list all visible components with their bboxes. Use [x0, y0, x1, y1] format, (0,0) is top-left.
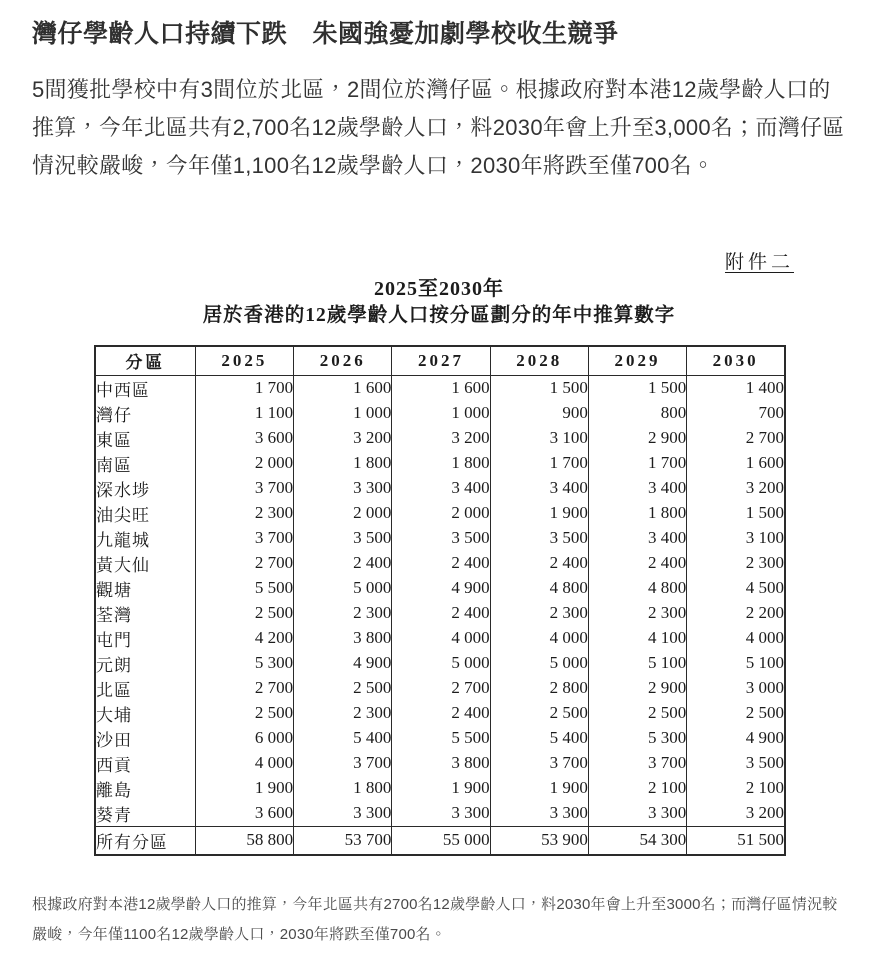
value-cell: 4 800: [490, 576, 588, 601]
value-cell: 2 800: [490, 676, 588, 701]
attachment-label: [0, 247, 878, 274]
value-cell: 1 400: [687, 375, 785, 401]
table-row: [95, 751, 785, 776]
value-cell: 3 500: [490, 526, 588, 551]
value-cell: 3 100: [687, 526, 785, 551]
value-cell: 1 800: [392, 451, 490, 476]
value-cell: 2 100: [588, 776, 686, 801]
table-row: [95, 601, 785, 626]
value-cell: 1 900: [195, 776, 293, 801]
table-row: [95, 576, 785, 601]
value-cell: 2 700: [687, 426, 785, 451]
table-title-description: 居於香港的12歲學齡人口按分區劃分的年中推算數字: [202, 305, 676, 327]
table-row: [95, 501, 785, 526]
value-cell: 2 300: [294, 601, 392, 626]
table-row: [95, 451, 785, 476]
value-cell: 3 700: [490, 751, 588, 776]
table-header-row: [95, 346, 785, 376]
table-row: [95, 676, 785, 701]
value-cell: 4 000: [687, 626, 785, 651]
table-row: [95, 375, 785, 401]
table-row: [95, 726, 785, 751]
district-cell: 灣仔: [96, 405, 132, 425]
district-cell: 南區: [96, 455, 132, 475]
district-cell: 油尖旺: [96, 505, 150, 525]
value-cell: 5 100: [687, 651, 785, 676]
value-cell: 2 700: [392, 676, 490, 701]
value-cell: 900: [490, 401, 588, 426]
table-row: [95, 401, 785, 426]
value-cell: 2 300: [588, 601, 686, 626]
district-cell: 中西區: [96, 380, 150, 400]
value-cell: 2 100: [687, 776, 785, 801]
column-header-year: 2028: [490, 346, 588, 376]
value-cell: 1 000: [392, 401, 490, 426]
district-cell: 觀塘: [96, 580, 132, 600]
value-cell: 3 200: [687, 476, 785, 501]
value-cell: 1 000: [294, 401, 392, 426]
value-cell: 2 400: [392, 701, 490, 726]
district-cell: 西貢: [96, 755, 132, 775]
table-row: [95, 651, 785, 676]
value-cell: 1 800: [588, 501, 686, 526]
value-cell: 3 400: [490, 476, 588, 501]
district-cell: 荃灣: [96, 605, 132, 625]
value-cell: 4 000: [195, 751, 293, 776]
value-cell: 2 400: [392, 551, 490, 576]
value-cell: 2 300: [490, 601, 588, 626]
value-cell: 3 400: [588, 476, 686, 501]
value-cell: 2 200: [687, 601, 785, 626]
value-cell: 5 100: [588, 651, 686, 676]
article-paragraph: 5間獲批學校中有3間位於北區，2間位於灣仔區。根據政府對本港12歲學齡人口的推算，今年北區共有2,700名12歲學齡人口，料2030年會上升至3,000名；而灣仔區情況較嚴峻，今年僅1,100名12歲學齡人口，2030年將跌至僅700名。: [32, 76, 845, 179]
value-cell: 1 600: [687, 451, 785, 476]
attachment-document: [0, 247, 878, 855]
value-cell: 1 700: [588, 451, 686, 476]
value-cell: 3 500: [392, 526, 490, 551]
value-cell: 5 400: [294, 726, 392, 751]
value-cell: 5 400: [490, 726, 588, 751]
value-cell: 2 300: [687, 551, 785, 576]
value-cell: 1 900: [490, 501, 588, 526]
value-cell: 1 600: [294, 375, 392, 401]
value-cell: 5 500: [392, 726, 490, 751]
table-row: [95, 476, 785, 501]
value-cell: 1 500: [588, 375, 686, 401]
value-cell: 1 600: [392, 375, 490, 401]
district-cell: 北區: [96, 680, 132, 700]
value-cell: 2 000: [392, 501, 490, 526]
value-cell: 5 300: [195, 651, 293, 676]
value-cell: 1 500: [687, 501, 785, 526]
district-cell: 所有分區: [95, 826, 195, 855]
value-cell: 2 500: [490, 701, 588, 726]
value-cell: 2 500: [195, 601, 293, 626]
value-cell: 3 700: [195, 476, 293, 501]
value-cell: 2 900: [588, 426, 686, 451]
value-cell: 3 600: [195, 801, 293, 827]
value-cell: 3 700: [588, 751, 686, 776]
table-body: [95, 375, 785, 855]
column-header-year: 2029: [588, 346, 686, 376]
value-cell: 1 800: [294, 451, 392, 476]
district-cell: 大埔: [96, 705, 132, 725]
value-cell: 3 300: [392, 801, 490, 827]
article-caption: 根據政府對本港12歲學齡人口的推算，今年北區共有2700名12歲學齡人口，料2030年會上升至3000名；而灣仔區情況較嚴峻，今年僅1100名12歲學齡人口，2030年將跌至僅700名。: [32, 895, 838, 943]
value-cell: 3 200: [687, 801, 785, 827]
value-cell: 1 900: [490, 776, 588, 801]
value-cell: 53 700: [294, 826, 392, 855]
value-cell: 3 800: [392, 751, 490, 776]
value-cell: 3 700: [195, 526, 293, 551]
value-cell: 3 300: [588, 801, 686, 827]
value-cell: 2 400: [294, 551, 392, 576]
value-cell: 4 900: [294, 651, 392, 676]
value-cell: 54 300: [588, 826, 686, 855]
value-cell: 2 900: [588, 676, 686, 701]
value-cell: 1 800: [294, 776, 392, 801]
value-cell: 1 700: [195, 375, 293, 401]
value-cell: 5 000: [294, 576, 392, 601]
district-cell: 葵青: [96, 805, 132, 825]
value-cell: 4 000: [392, 626, 490, 651]
district-cell: 元朗: [96, 655, 132, 675]
value-cell: 2 000: [195, 451, 293, 476]
value-cell: 1 900: [392, 776, 490, 801]
value-cell: 53 900: [490, 826, 588, 855]
value-cell: 55 000: [392, 826, 490, 855]
value-cell: 2 500: [588, 701, 686, 726]
table-row: [95, 776, 785, 801]
district-cell: 屯門: [96, 630, 132, 650]
value-cell: 2 400: [588, 551, 686, 576]
value-cell: 4 900: [687, 726, 785, 751]
value-cell: 4 100: [588, 626, 686, 651]
value-cell: 4 000: [490, 626, 588, 651]
district-cell: 黃大仙: [96, 555, 150, 575]
column-header-year: 2025: [195, 346, 293, 376]
value-cell: 1 700: [490, 451, 588, 476]
table-row: [95, 626, 785, 651]
table-row: [95, 551, 785, 576]
value-cell: 5 300: [588, 726, 686, 751]
value-cell: 5 000: [490, 651, 588, 676]
table-row: [95, 526, 785, 551]
value-cell: 2 300: [294, 701, 392, 726]
value-cell: 58 800: [195, 826, 293, 855]
column-header-year: 2026: [294, 346, 392, 376]
value-cell: 2 700: [195, 551, 293, 576]
table-row: [95, 701, 785, 726]
value-cell: 3 400: [588, 526, 686, 551]
value-cell: 3 000: [687, 676, 785, 701]
value-cell: 4 500: [687, 576, 785, 601]
value-cell: 3 700: [294, 751, 392, 776]
value-cell: 4 800: [588, 576, 686, 601]
table-row: [95, 801, 785, 827]
value-cell: 5 000: [392, 651, 490, 676]
district-cell: 東區: [96, 430, 132, 450]
value-cell: 5 500: [195, 576, 293, 601]
district-cell: 離島: [96, 780, 132, 800]
value-cell: 2 000: [294, 501, 392, 526]
column-header-year: 2027: [392, 346, 490, 376]
value-cell: 3 800: [294, 626, 392, 651]
value-cell: 2 500: [195, 701, 293, 726]
table-title-years: 2025至2030年: [374, 278, 504, 301]
value-cell: 1 100: [195, 401, 293, 426]
article-headline: 灣仔學齡人口持續下跌 朱國強憂加劇學校收生競爭: [32, 20, 619, 48]
article: [0, 18, 878, 950]
value-cell: 1 500: [490, 375, 588, 401]
attachment-label-text: 附件二: [724, 252, 794, 274]
value-cell: 2 300: [195, 501, 293, 526]
value-cell: 2 700: [195, 676, 293, 701]
district-cell: 深水埗: [96, 480, 150, 500]
value-cell: 700: [687, 401, 785, 426]
value-cell: 4 900: [392, 576, 490, 601]
value-cell: 6 000: [195, 726, 293, 751]
table-row: [95, 426, 785, 451]
population-table: [94, 345, 786, 856]
value-cell: 3 500: [687, 751, 785, 776]
district-cell: 沙田: [96, 730, 132, 750]
value-cell: 3 400: [392, 476, 490, 501]
value-cell: 3 200: [294, 426, 392, 451]
value-cell: 3 600: [195, 426, 293, 451]
value-cell: 3 300: [490, 801, 588, 827]
column-header-district: 分區: [95, 346, 195, 376]
value-cell: 2 500: [687, 701, 785, 726]
value-cell: 3 500: [294, 526, 392, 551]
value-cell: 3 300: [294, 476, 392, 501]
value-cell: 2 400: [490, 551, 588, 576]
value-cell: 51 500: [687, 826, 785, 855]
value-cell: 3 200: [392, 426, 490, 451]
value-cell: 2 400: [392, 601, 490, 626]
district-cell: 九龍城: [96, 530, 150, 550]
value-cell: 2 500: [294, 676, 392, 701]
column-header-year: 2030: [687, 346, 785, 376]
table-total-row: [95, 826, 785, 855]
value-cell: 3 100: [490, 426, 588, 451]
value-cell: 4 200: [195, 626, 293, 651]
value-cell: 3 300: [294, 801, 392, 827]
value-cell: 800: [588, 401, 686, 426]
